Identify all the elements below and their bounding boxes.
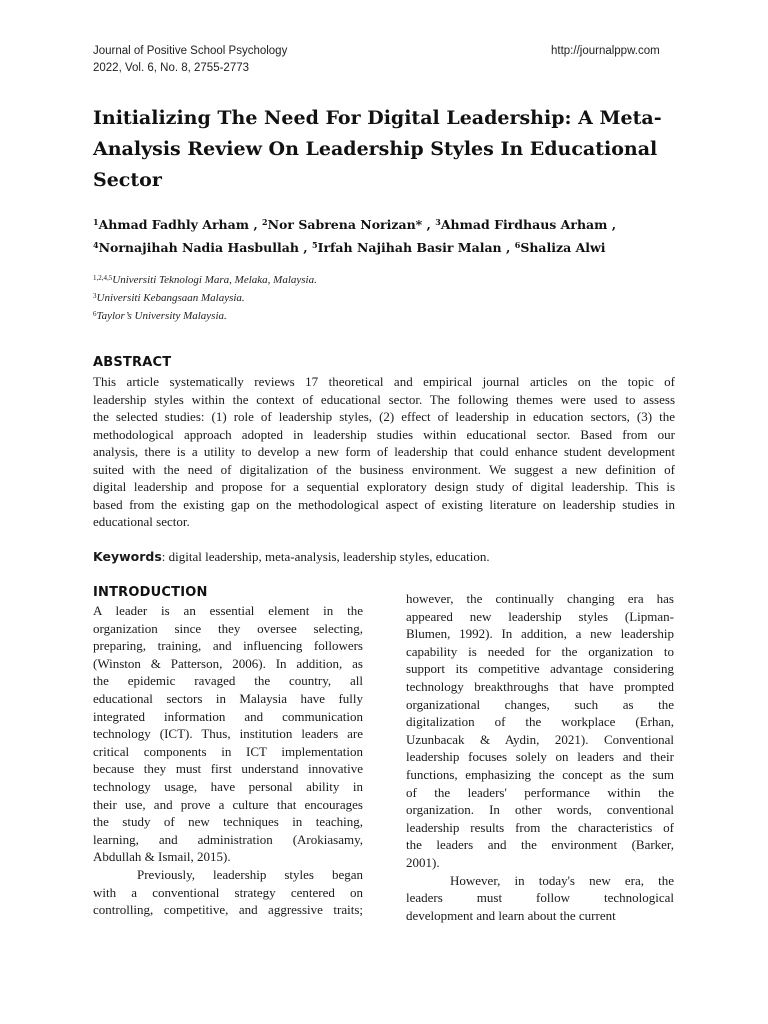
journal-issue: 2022, Vol. 6, No. 8, 2755-2773 <box>93 62 250 74</box>
paper-title <box>93 103 673 196</box>
abstract-line: suited with the need of digitalization of the business environment. We suggest a new definition of <box>93 461 675 477</box>
affiliation: $^{1,2,4,5}$Universiti Teknologi Mara, Melaka, Malaysia. <box>93 274 317 286</box>
abstract-heading: ABSTRACT <box>93 355 172 370</box>
body-line: with a conventional strategy centered on <box>93 884 363 900</box>
body-line: because they must first understand innovative <box>93 761 363 777</box>
abstract-line: digital leadership and propose for a sequential exploratory design study of digital leadership. This is <box>93 479 675 494</box>
affiliation: $^3$Universiti Kebangsaan Malaysia. <box>93 292 245 304</box>
title-line: Analysis Review On Leadership Styles In Educational <box>93 138 658 160</box>
body-line: organization since they oversee selecting, <box>93 620 363 636</box>
keywords-text: : digital leadership, meta-analysis, leadership styles, education. <box>161 549 490 564</box>
abstract-line: educational sector. <box>93 514 190 529</box>
body-line: technology breakthroughs that have prompted <box>406 678 674 694</box>
body-line: 2001). <box>406 854 440 870</box>
body-line: educational sectors in Malaysia have fully <box>93 690 363 706</box>
abstract-line: methodological approach adopted in leadership studies within educational sector. Based from our <box>93 426 675 442</box>
body-line: digitalization of the workplace (Erhan, <box>406 714 674 730</box>
abstract-line: leadership styles within the context of educational sector. The following themes were used to assess <box>93 391 675 407</box>
body-line: however, the continually changing era has <box>406 591 674 606</box>
body-line: technology (ICT). Thus, institution leaders are <box>93 726 363 742</box>
body-line: However, in today's new era, the <box>450 872 674 888</box>
body-line: capability is needed for the organization to <box>406 643 674 659</box>
body-line: preparing, training, and influencing followers <box>93 638 363 654</box>
author-list <box>93 212 693 258</box>
journal-name: Journal of Positive School Psychology <box>93 45 288 57</box>
author-line <box>93 235 693 258</box>
author: $^2$Nor Sabrena Norizan* , <box>262 217 431 232</box>
keywords-label: Keywords <box>93 549 162 564</box>
body-line: Uzunbacak & Aydin, 2021). Conventional <box>406 731 674 747</box>
body-line: Previously, leadership styles began <box>137 866 363 882</box>
author-line <box>93 212 693 235</box>
intro-right-column <box>406 590 674 924</box>
body-line: the study of new techniques in teaching, <box>93 814 363 830</box>
title-line: Sector <box>93 169 162 191</box>
affiliations <box>93 270 317 324</box>
keywords <box>93 548 490 565</box>
body-line: their use, and prove a culture that encourages <box>93 796 363 812</box>
affiliation: $^6$Taylor’s University Malaysia. <box>93 310 227 322</box>
body-line: leadership focuses solely on leaders and their <box>406 749 674 765</box>
body-line: support its competitive advantage considering <box>406 661 674 677</box>
author: $^5$Irfah Najihah Basir Malan , <box>312 240 511 255</box>
title-line: Initializing The Need For Digital Leadership: A Meta- <box>93 107 662 129</box>
introduction-heading: INTRODUCTION <box>93 585 208 600</box>
body-line: critical components in ICT implementation <box>93 743 363 759</box>
body-line: of the leaders' performance within the <box>406 784 674 800</box>
body-line: integrated information and communication <box>93 708 363 724</box>
author: $^3$Ahmad Firdhaus Arham , <box>435 217 617 232</box>
abstract-line: based from the existing gap on the methodological aspect of existing literature on leadership studies in <box>93 496 675 512</box>
abstract-line: analysis, there is a utility to develop a new form of leadership that could enhance student development <box>93 444 675 459</box>
body-line: development and learn about the current <box>406 907 616 923</box>
body-line: functions, emphasizing the concept as the sum <box>406 766 674 782</box>
body-line: Abdullah & Ismail, 2015). <box>93 849 231 865</box>
body-line: the leaders and the environment (Barker, <box>406 837 674 853</box>
body-line: technology usage, have personal ability in <box>93 778 363 794</box>
author: $^1$Ahmad Fadhly Arham , <box>93 217 258 232</box>
abstract-body <box>93 373 675 531</box>
body-line: organizational changes, such as the <box>406 696 674 712</box>
abstract-line: the selected studies: (1) role of leadership styles, (2) effect of leadership in education sectors, (3) the <box>93 409 675 424</box>
body-line: controlling, competitive, and aggressive traits; <box>93 902 363 918</box>
body-line: learning, and administration (Arokiasamy, <box>93 831 363 847</box>
author: $^6$Shaliza Alwi <box>514 240 606 255</box>
body-line: A leader is an essential element in the <box>93 603 363 618</box>
body-line: leaders must follow technological <box>406 890 674 906</box>
running-header <box>93 43 287 77</box>
body-line: organization. In other words, conventional <box>406 802 674 818</box>
intro-left-column <box>93 602 363 919</box>
body-line: leadership results from the characteristics of <box>406 819 674 835</box>
author: $^4$Nornajihah Nadia Hasbullah , <box>93 240 308 255</box>
body-line: appeared new leadership styles (Lipman- <box>406 608 674 624</box>
body-line: Blumen, 1992). In addition, a new leadership <box>406 626 674 642</box>
body-line: the epidemic ravaged the country, all <box>93 673 363 689</box>
journal-url[interactable]: http://journalppw.com <box>551 45 660 57</box>
abstract-line: This article systematically reviews 17 theoretical and empirical journal articles on the topic of <box>93 374 675 389</box>
body-line: (Winston & Patterson, 2006). In addition, as <box>93 655 363 671</box>
